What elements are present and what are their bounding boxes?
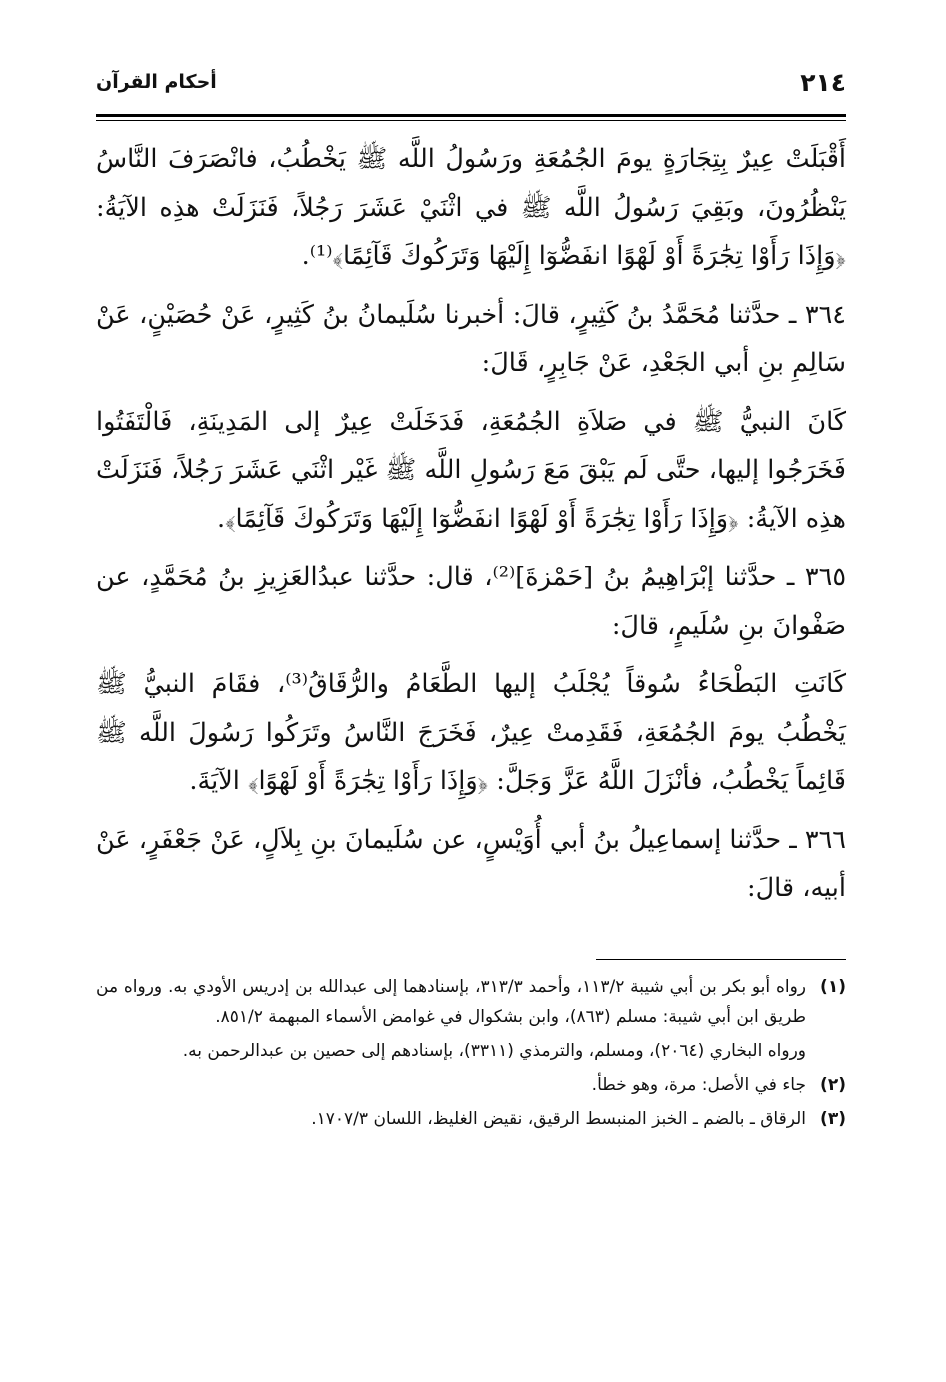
footnote-number: (١) bbox=[820, 976, 846, 997]
footnote-1 bbox=[96, 972, 846, 1032]
footnote-text: جاء في الأصل: مرة، وهو خطأ. bbox=[591, 1074, 806, 1095]
footnote-separator bbox=[596, 959, 846, 960]
book-page bbox=[96, 60, 846, 1138]
paragraph: كَانَتِ البَطْحَاءُ سُوقاً يُجْلَبُ إليها الطَّعَامُ والرُّقَاقُ⁽³⁾، فقَامَ النبيُّ ﷺ يَخْطُبُ يومَ الجُمُعَةِ، فَقَدِمتْ عِيرٌ، فَخَرَجَ النَّاسُ وتَرَكُوا رَسُولَ اللَّه ﷺ قَائِماً يَخْطُبُ، فأنْزَلَ اللَّهُ عَزَّ وَجَلَّ: ﴿وَإِذَا رَأَوْا تِجَٰرَةً أَوْ لَهْوًا﴾ الآيَةَ. bbox=[96, 669, 847, 796]
footnote-1-continuation: ورواه البخاري (٢٠٦٤)، ومسلم، والترمذي (٣٣١١)، بإسنادهم إلى حصين بن عبدالرحمن به. bbox=[182, 1040, 806, 1061]
footnote-text: الرقاق ـ بالضم ـ الخبز المنبسط الرقيق، نقيض الغليظ، اللسان ١٧٠٧/٣. bbox=[311, 1108, 806, 1129]
header-rule-thick bbox=[96, 114, 846, 117]
hadith-chain-366: ٣٦٦ ـ حدَّثنا إسماعِيلُ بنُ أبي أُوَيْسٍ، عن سُلَيمانَ بنِ بِلاَلٍ، عَنْ جَعْفَرٍ، عَنْ أبيه، قالَ: bbox=[96, 824, 846, 903]
main-text bbox=[96, 135, 846, 913]
hadith-chain-364: ٣٦٤ ـ حدَّثنا مُحَمَّدُ بنُ كَثِيرٍ، قالَ: أخبرنا سُلَيمانُ بنُ كَثِيرٍ، عَنْ حُصَيْنٍ، عَنْ سَالِمِ بنِ أبي الجَعْدِ، عَنْ جَابِرٍ، قَالَ: bbox=[96, 299, 846, 378]
header-rule-thin bbox=[96, 120, 846, 121]
paragraph: أَقْبَلَتْ عِيرٌ بِتِجَارَةٍ يومَ الجُمُعَةِ ورَسُولُ اللَّه ﷺ يَخْطُبُ، فانْصَرَفَ النَّاسُ يَنْظُرُونَ، وبَقِيَ رَسُولُ اللَّه ﷺ في اثْنَيْ عَشَرَ رَجُلاً، فَنَزَلَتْ هذِه الآيَةُ: ﴿وَإِذَا رَأَوْا تِجَٰرَةً أَوْ لَهْوًا انفَضُّوٓا إِلَيْهَا وَتَرَكُوكَ قَآئِمًا﴾⁽¹⁾. bbox=[96, 144, 846, 271]
paragraph: كَانَ النبيُّ ﷺ في صَلاَةِ الجُمُعَةِ، فَدَخَلَتْ عِيرٌ إلى المَدِينَةِ، فَالْتَفَتُوا فَخَرَجُوا إليها، حتَّى لَم يَبْقَ مَعَ رَسُولِ اللَّه ﷺ غَيْر اثْنَي عَشَرَ رَجُلاً، فَنَزَلَتْ هذِه الآيةُ: ﴿وَإِذَا رَأَوْا تِجَٰرَةً أَوْ لَهْوًا انفَضُّوٓا إِلَيْهَا وَتَرَكُوكَ قَآئِمًا﴾. bbox=[96, 406, 846, 534]
page-number: ٢١٤ bbox=[800, 67, 846, 97]
footnote-number: (٢) bbox=[820, 1074, 846, 1095]
footnotes bbox=[96, 972, 846, 1134]
footnote-2 bbox=[96, 1070, 846, 1100]
hadith-chain-365: ٣٦٥ ـ حدَّثنا إبْرَاهِيمُ بنُ [حَمْزةَ]⁽²⁾، قال: حدَّثنا عبدُالعَزِيزِ بنُ مُحَمَّدٍ، عن صَفْوانَ بنِ سُلَيمٍ، قالَ: bbox=[96, 562, 847, 641]
footnote-3 bbox=[96, 1104, 846, 1134]
footnote-number: (٣) bbox=[820, 1108, 846, 1129]
page-header bbox=[96, 60, 846, 104]
footnote-text: رواه أبو بكر بن أبي شيبة ١١٣/٢، وأحمد ٣١٣/٣، بإسنادهما إلى عبدالله بن إدريس الأودي به. ورواه من طريق ابن أبي شيبة: مسلم (٨٦٣)، وابن بشكوال في غوامض الأسماء المبهمة ٨٥١/٢. bbox=[96, 976, 807, 1027]
running-title: أحكام القرآن bbox=[96, 71, 217, 93]
